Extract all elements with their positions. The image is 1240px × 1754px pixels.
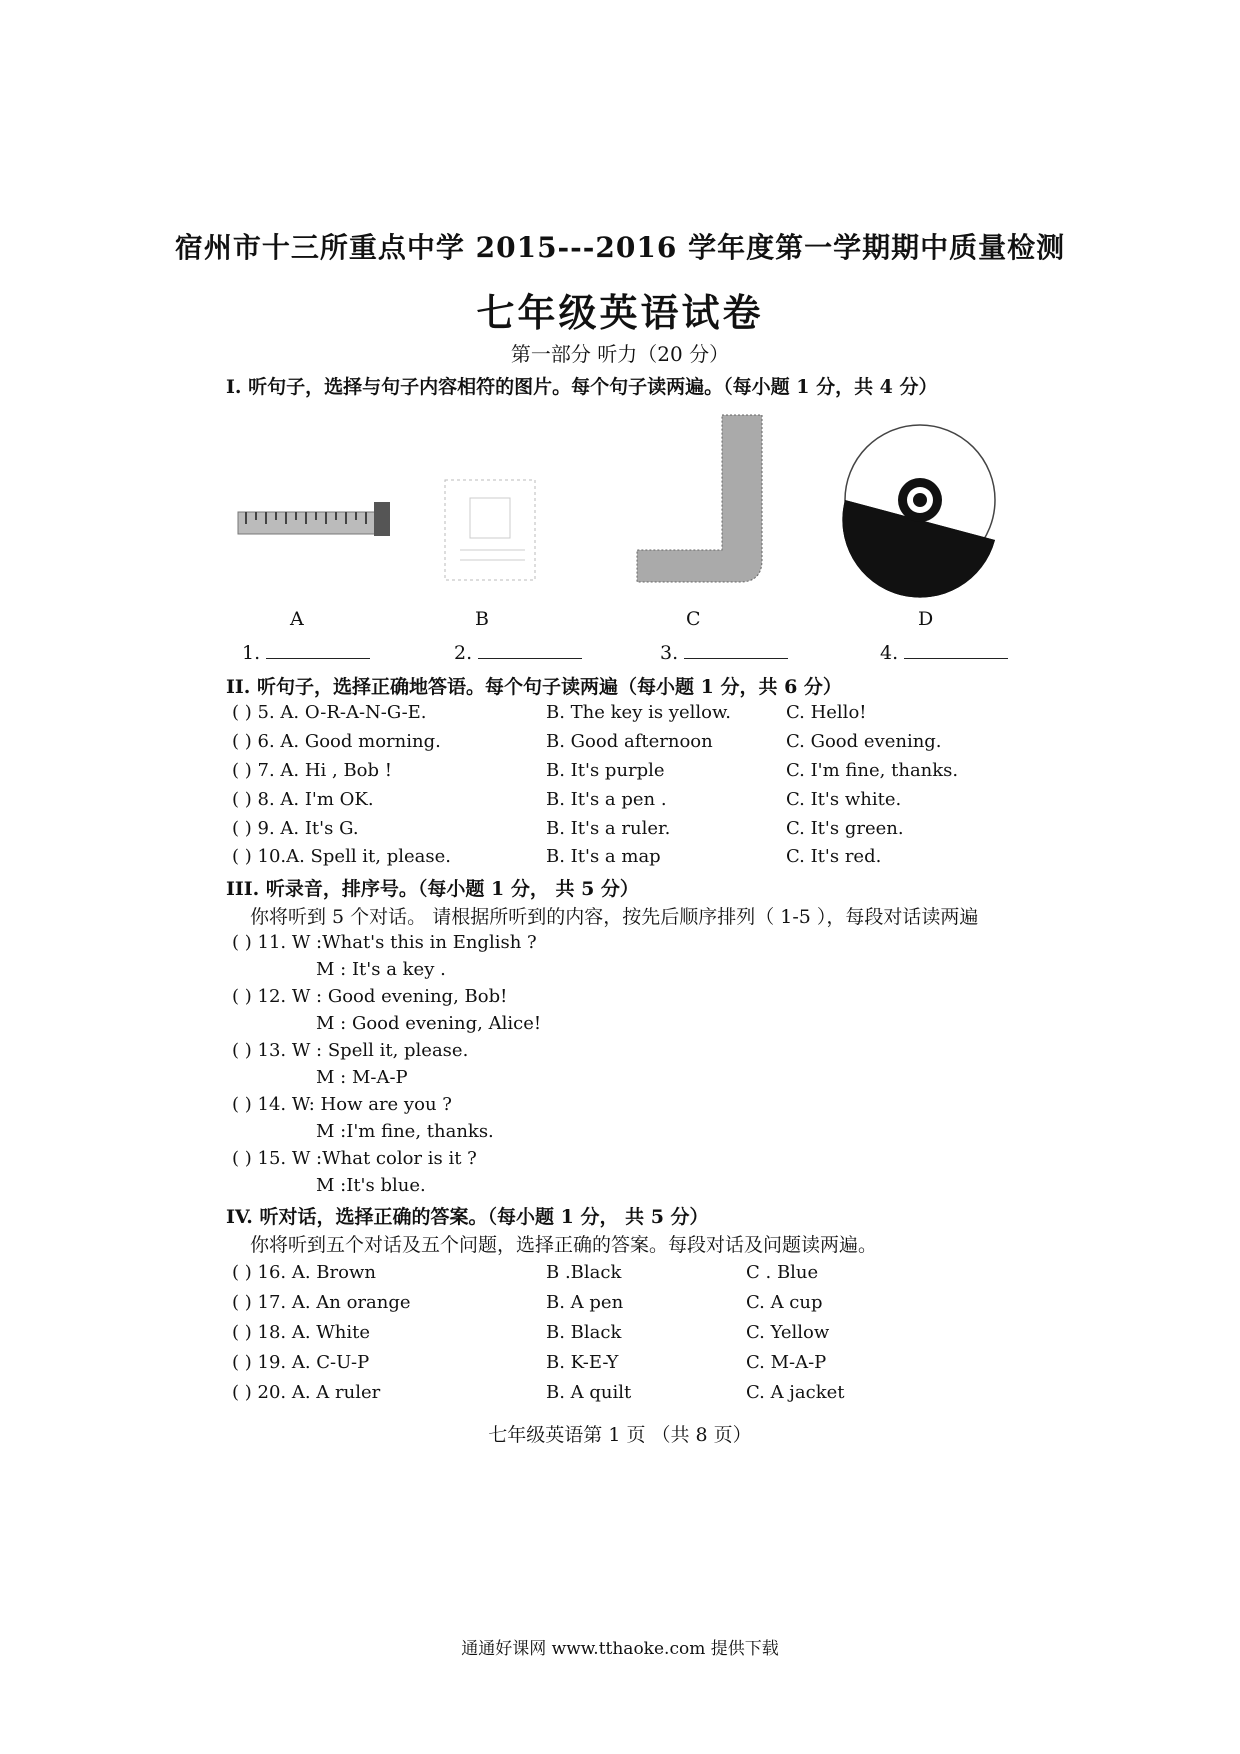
question-10: ( ) 10.A. Spell it, please. xyxy=(232,846,452,867)
option-7b: B. It's purple xyxy=(546,760,665,781)
blank-number: 1. xyxy=(242,642,261,664)
option-5c: C. Hello! xyxy=(786,702,867,723)
blank-number: 2. xyxy=(454,642,473,664)
question-18: ( ) 18. A. White xyxy=(232,1322,371,1343)
option-17b: B. A pen xyxy=(546,1292,624,1313)
question-9: ( ) 9. A. It's G. xyxy=(232,818,359,839)
option-9b: B. It's a ruler. xyxy=(546,818,671,839)
option-7c: C. I'm fine, thanks. xyxy=(786,760,959,781)
dialogue-11-m: M : It's a key . xyxy=(316,959,446,980)
option-18b: B. Black xyxy=(546,1322,622,1343)
hook-icon xyxy=(622,410,782,594)
option-5b: B. The key is yellow. xyxy=(546,702,731,723)
cd-icon xyxy=(840,420,1000,604)
notebook-icon xyxy=(430,470,560,594)
dialogue-15-w: ( ) 15. W :What color is it ? xyxy=(232,1148,477,1169)
section2-heading: II. 听句子，选择正确地答语。每个句子读两遍（每小题 1 分，共 6 分） xyxy=(226,676,842,698)
option-10b: B. It's a map xyxy=(546,846,661,867)
question-20: ( ) 20. A. A ruler xyxy=(232,1382,381,1403)
option-19c: C. M-A-P xyxy=(746,1352,827,1373)
question-6: ( ) 6. A. Good morning. xyxy=(232,731,441,752)
question-17: ( ) 17. A. An orange xyxy=(232,1292,411,1313)
school-title: 宿州市十三所重点中学 2015---2016 学年度第一学期期中质量检测 xyxy=(174,231,1066,264)
dialogue-14-m: M :I'm fine, thanks. xyxy=(316,1121,494,1142)
dialogue-14-w: ( ) 14. W: How are you ? xyxy=(232,1094,452,1115)
dialogue-13-m: M : M-A-P xyxy=(316,1067,408,1088)
answer-blank-4[interactable] xyxy=(880,640,1008,664)
picture-letter-b: B xyxy=(475,608,489,630)
dialogue-11-w: ( ) 11. W :What's this in English ? xyxy=(232,932,537,953)
option-19b: B. K-E-Y xyxy=(546,1352,619,1373)
question-5: ( ) 5. A. O-R-A-N-G-E. xyxy=(232,702,427,723)
option-18c: C. Yellow xyxy=(746,1322,830,1343)
option-10c: C. It's red. xyxy=(786,846,882,867)
picture-letter-a: A xyxy=(290,608,304,630)
ruler-icon xyxy=(236,500,396,544)
download-watermark: 通通好课网 www.tthaoke.com 提供下载 xyxy=(461,1639,779,1659)
option-20c: C. A jacket xyxy=(746,1382,845,1403)
section3-instruction: 你将听到 5 个对话。 请根据所听到的内容，按先后顺序排列（ 1-5 ），每段对话读两遍 xyxy=(250,906,979,928)
answer-blank-2[interactable] xyxy=(454,640,582,664)
question-8: ( ) 8. A. I'm OK. xyxy=(232,789,374,810)
section3-heading: III. 听录音，排序号。（每小题 1 分， 共 5 分） xyxy=(226,878,639,900)
question-19: ( ) 19. A. C-U-P xyxy=(232,1352,370,1373)
question-7: ( ) 7. A. Hi , Bob ! xyxy=(232,760,392,781)
option-17c: C. A cup xyxy=(746,1292,823,1313)
answer-blank-3[interactable] xyxy=(660,640,788,664)
option-6b: B. Good afternoon xyxy=(546,731,713,752)
dialogue-13-w: ( ) 13. W : Spell it, please. xyxy=(232,1040,469,1061)
dialogue-15-m: M :It's blue. xyxy=(316,1175,426,1196)
question-16: ( ) 16. A. Brown xyxy=(232,1262,376,1283)
page-number: 七年级英语第 1 页 （共 8 页） xyxy=(488,1424,752,1446)
exam-title: 七年级英语试卷 xyxy=(476,290,764,335)
section1-heading: I. 听句子，选择与句子内容相符的图片。每个句子读两遍。（每小题 1 分，共 4 分） xyxy=(226,376,938,398)
blank-number: 3. xyxy=(660,642,679,664)
section4-heading: IV. 听对话，选择正确的答案。（每小题 1 分， 共 5 分） xyxy=(226,1206,709,1228)
option-9c: C. It's green. xyxy=(786,818,904,839)
option-20b: B. A quilt xyxy=(546,1382,632,1403)
dialogue-12-w: ( ) 12. W : Good evening, Bob! xyxy=(232,986,508,1007)
blank-number: 4. xyxy=(880,642,899,664)
part-title: 第一部分 听力（20 分） xyxy=(510,342,730,366)
option-6c: C. Good evening. xyxy=(786,731,942,752)
picture-letter-c: C xyxy=(686,608,701,630)
dialogue-12-m: M : Good evening, Alice! xyxy=(316,1013,542,1034)
option-8b: B. It's a pen . xyxy=(546,789,667,810)
picture-letter-d: D xyxy=(918,608,934,630)
option-16b: B .Black xyxy=(546,1262,622,1283)
answer-blank-1[interactable] xyxy=(242,640,370,664)
section4-instruction: 你将听到五个对话及五个问题，选择正确的答案。每段对话及问题读两遍。 xyxy=(250,1234,878,1256)
option-8c: C. It's white. xyxy=(786,789,902,810)
option-16c: C . Blue xyxy=(746,1262,819,1283)
